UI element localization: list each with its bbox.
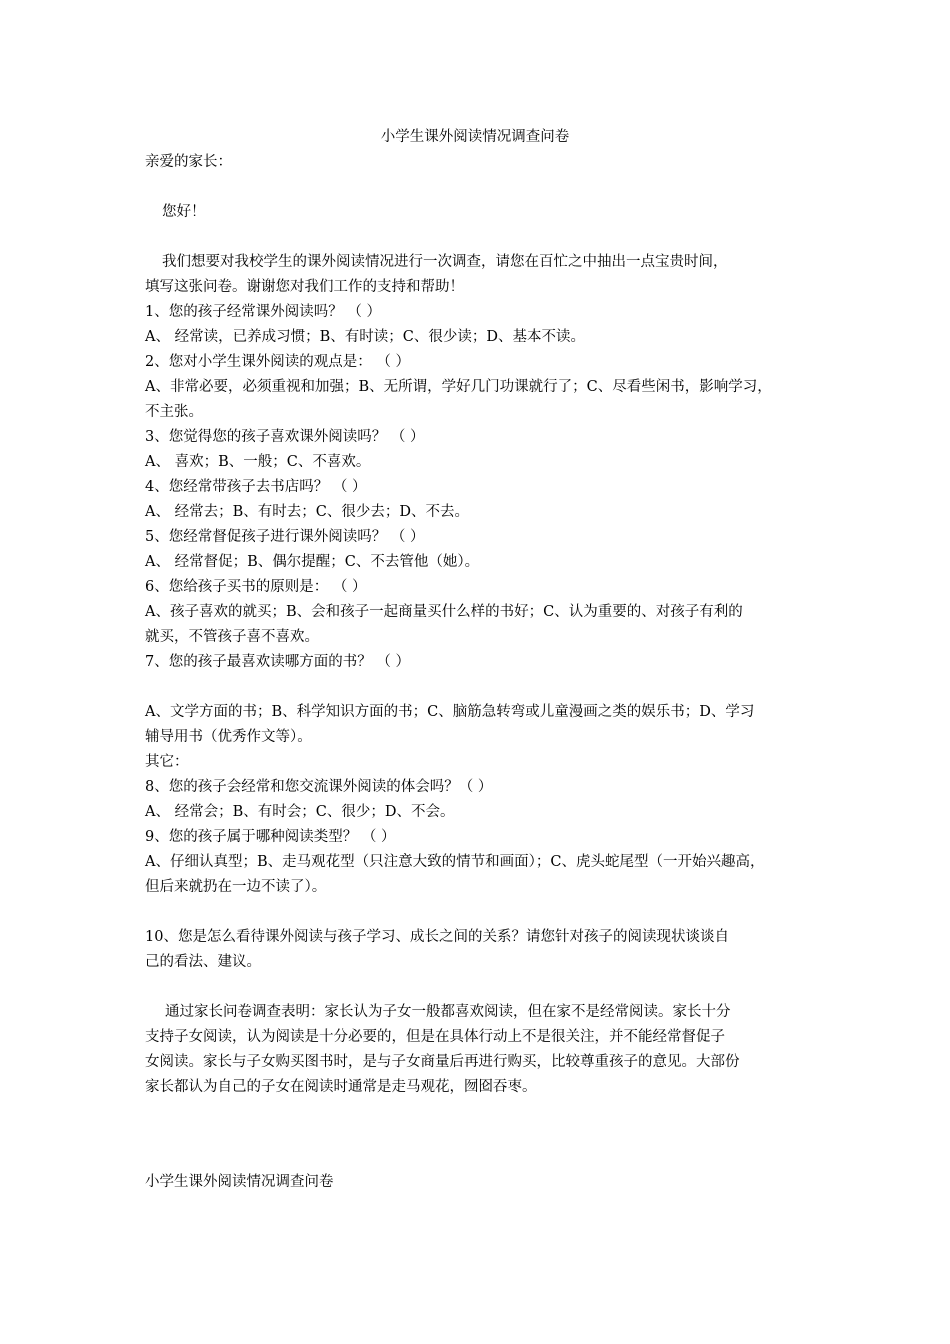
question-5: 5、您经常督促孩子进行课外阅读吗？ （ ） bbox=[145, 529, 425, 545]
question-9: 9、您的孩子属于哪种阅读类型？ （ ） bbox=[145, 829, 396, 845]
question-10-line-2: 己的看法、建议。 bbox=[145, 954, 261, 970]
answer-7-other: 其它： bbox=[145, 754, 189, 770]
question-3: 3、您觉得您的孩子喜欢课外阅读吗？ （ ） bbox=[145, 429, 425, 445]
salutation: 亲爱的家长： bbox=[145, 154, 232, 170]
summary-line-2: 支持子女阅读，认为阅读是十分必要的，但是在具体行动上不是很关注，并不能经常督促子 bbox=[145, 1029, 725, 1045]
answer-9-line-2: 但后来就扔在一边不读了）。 bbox=[145, 879, 327, 895]
question-6: 6、您给孩子买书的原则是： （ ） bbox=[145, 579, 367, 595]
answer-6-line-2: 就买，不管孩子喜不喜欢。 bbox=[145, 629, 319, 645]
summary-line-4: 家长都认为自己的子女在阅读时通常是走马观花，囫囵吞枣。 bbox=[145, 1079, 537, 1095]
question-7: 7、您的孩子最喜欢读哪方面的书？ （ ） bbox=[145, 654, 410, 670]
footer-title: 小学生课外阅读情况调查问卷 bbox=[145, 1174, 334, 1190]
answer-7-line-1: A、文学方面的书；B、科学知识方面的书；C、脑筋急转弯或儿童漫画之类的娱乐书；D、学习 bbox=[145, 704, 755, 720]
question-2: 2、您对小学生课外阅读的观点是： （ ） bbox=[145, 354, 410, 370]
answer-5: A、 经常督促；B、偶尔提醒；C、不去管他（她）。 bbox=[145, 554, 480, 570]
answer-7-line-2: 辅导用书（优秀作文等）。 bbox=[145, 729, 312, 745]
answer-1: A、 经常读，已养成习惯；B、有时读；C、很少读；D、基本不读。 bbox=[145, 329, 585, 345]
answer-6-line-1: A、孩子喜欢的就买；B、会和孩子一起商量买什么样的书好；C、认为重要的、对孩子有利的 bbox=[145, 604, 743, 620]
summary-line-1: 通过家长问卷调查表明：家长认为子女一般都喜欢阅读，但在家不是经常阅读。家长十分 bbox=[165, 1004, 731, 1020]
greeting: 您好！ bbox=[162, 204, 206, 220]
answer-3: A、 喜欢；B、一般；C、不喜欢。 bbox=[145, 454, 371, 470]
question-10: 10、您是怎么看待课外阅读与孩子学习、成长之间的关系？请您针对孩子的阅读现状谈谈自 bbox=[145, 929, 729, 945]
question-1: 1、您的孩子经常课外阅读吗？ （ ） bbox=[145, 304, 381, 320]
question-8: 8、您的孩子会经常和您交流课外阅读的体会吗？（ ） bbox=[145, 779, 493, 795]
answer-2-line-1: A、非常必要，必须重视和加强；B、无所谓，学好几门功课就行了；C、尽看些闲书，影响学习， bbox=[145, 379, 772, 395]
page-title: 小学生课外阅读情况调查问卷 bbox=[380, 129, 570, 145]
intro-line-1: 我们想要对我校学生的课外阅读情况进行一次调查，请您在百忙之中抽出一点宝贵时间， bbox=[162, 254, 728, 270]
intro-line-2: 填写这张问卷。谢谢您对我们工作的支持和帮助！ bbox=[145, 279, 464, 295]
answer-9-line-1: A、仔细认真型；B、走马观花型（只注意大致的情节和画面）；C、虎头蛇尾型（一开始兴趣高， bbox=[145, 854, 765, 870]
answer-8: A、 经常会；B、有时会；C、很少；D、不会。 bbox=[145, 804, 455, 820]
summary-line-3: 女阅读。家长与子女购买图书时，是与子女商量后再进行购买，比较尊重孩子的意见。大部份 bbox=[145, 1054, 740, 1070]
question-4: 4、您经常带孩子去书店吗？ （ ） bbox=[145, 479, 367, 495]
answer-4: A、 经常去；B、有时去；C、很少去；D、不去。 bbox=[145, 504, 469, 520]
answer-2-line-2: 不主张。 bbox=[145, 404, 203, 420]
